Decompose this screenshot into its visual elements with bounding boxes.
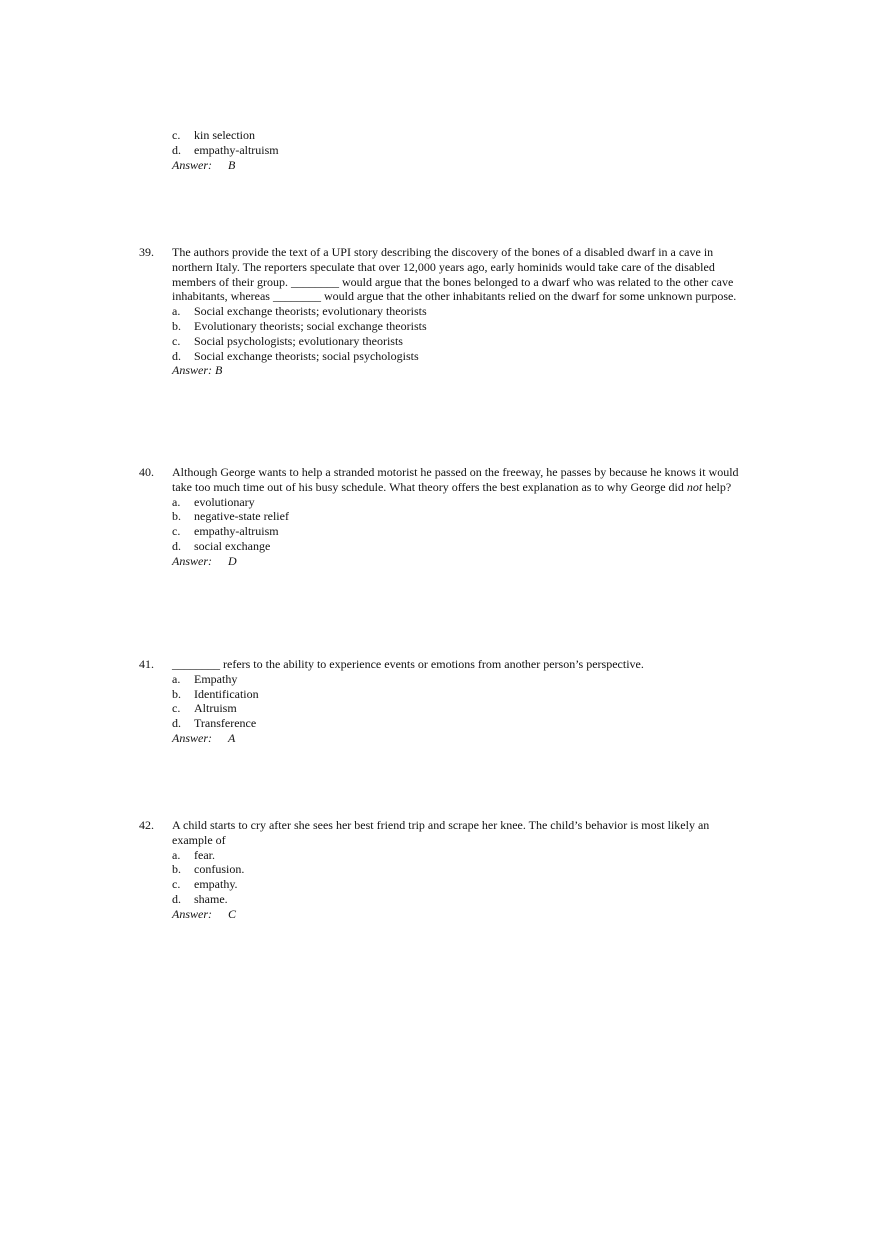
option-a: a. Social exchange theorists; evolutionary theorists: [172, 304, 427, 319]
option-b: b. negative-state relief: [172, 509, 289, 524]
option-d: d. social exchange: [172, 538, 271, 553]
question-stem: The authors provide the text of a UPI story describing the discovery of the bones of a disabled dwarf in a cave in northern Italy. The reporters speculate that over 12,000 years ago, early hominids would take care of the disabled members of their group. ________ would argue that the bones belonged to a dwarf who was related to the other cave inhabitants, whereas ________ would argue that the other inhabitants relied on the dwarf for some unknown purpose.: [172, 245, 737, 304]
emphasis-not: not: [686, 479, 703, 494]
answer-line: Answer: A: [172, 730, 236, 745]
option-d: d. empathy-altruism: [172, 142, 279, 157]
option-d: d. Transference: [172, 716, 257, 731]
option-c: c. empathy.: [172, 877, 238, 892]
question-number: 42.: [139, 818, 154, 832]
answer-line: Answer: B: [172, 157, 236, 172]
question-number: 41.: [139, 657, 154, 671]
question-42: [0, 818, 880, 922]
question-stem: A child starts to cry after she sees her best friend trip and scrape her knee. The child’s behavior is most likely an example of: [172, 818, 710, 847]
option-d: d. Social exchange theorists; social psychologists: [172, 348, 419, 363]
option-a: a. fear.: [172, 847, 215, 862]
question-41: [0, 657, 880, 746]
question-number: 40.: [139, 465, 154, 479]
answer-line: Answer: C: [172, 906, 237, 921]
option-c: c. kin selection: [172, 128, 255, 142]
question-stem: Although George wants to help a stranded motorist he passed on the freeway, he passes by because he knows it would take too much time out of his busy schedule. What theory offers the best explanation as to why George did not help?: [172, 465, 739, 494]
question-39: [0, 245, 880, 378]
option-c: c. empathy-altruism: [172, 524, 279, 539]
answer-line: Answer: B: [172, 363, 223, 378]
option-a: a. Empathy: [172, 671, 238, 686]
option-b: b. confusion.: [172, 862, 245, 877]
question-40: [0, 465, 880, 569]
answer-line: Answer: D: [172, 553, 237, 568]
option-a: a. evolutionary: [172, 494, 255, 509]
option-b: b. Evolutionary theorists; social exchange theorists: [172, 318, 427, 333]
option-d: d. shame.: [172, 891, 228, 906]
option-c: c. Altruism: [172, 701, 237, 716]
option-b: b. Identification: [172, 686, 259, 701]
option-c: c. Social psychologists; evolutionary theorists: [172, 333, 403, 348]
question-38-continued: [0, 128, 880, 172]
question-number: 39.: [139, 245, 154, 259]
question-stem: ________ refers to the ability to experience events or emotions from another person’s perspective.: [172, 657, 644, 671]
